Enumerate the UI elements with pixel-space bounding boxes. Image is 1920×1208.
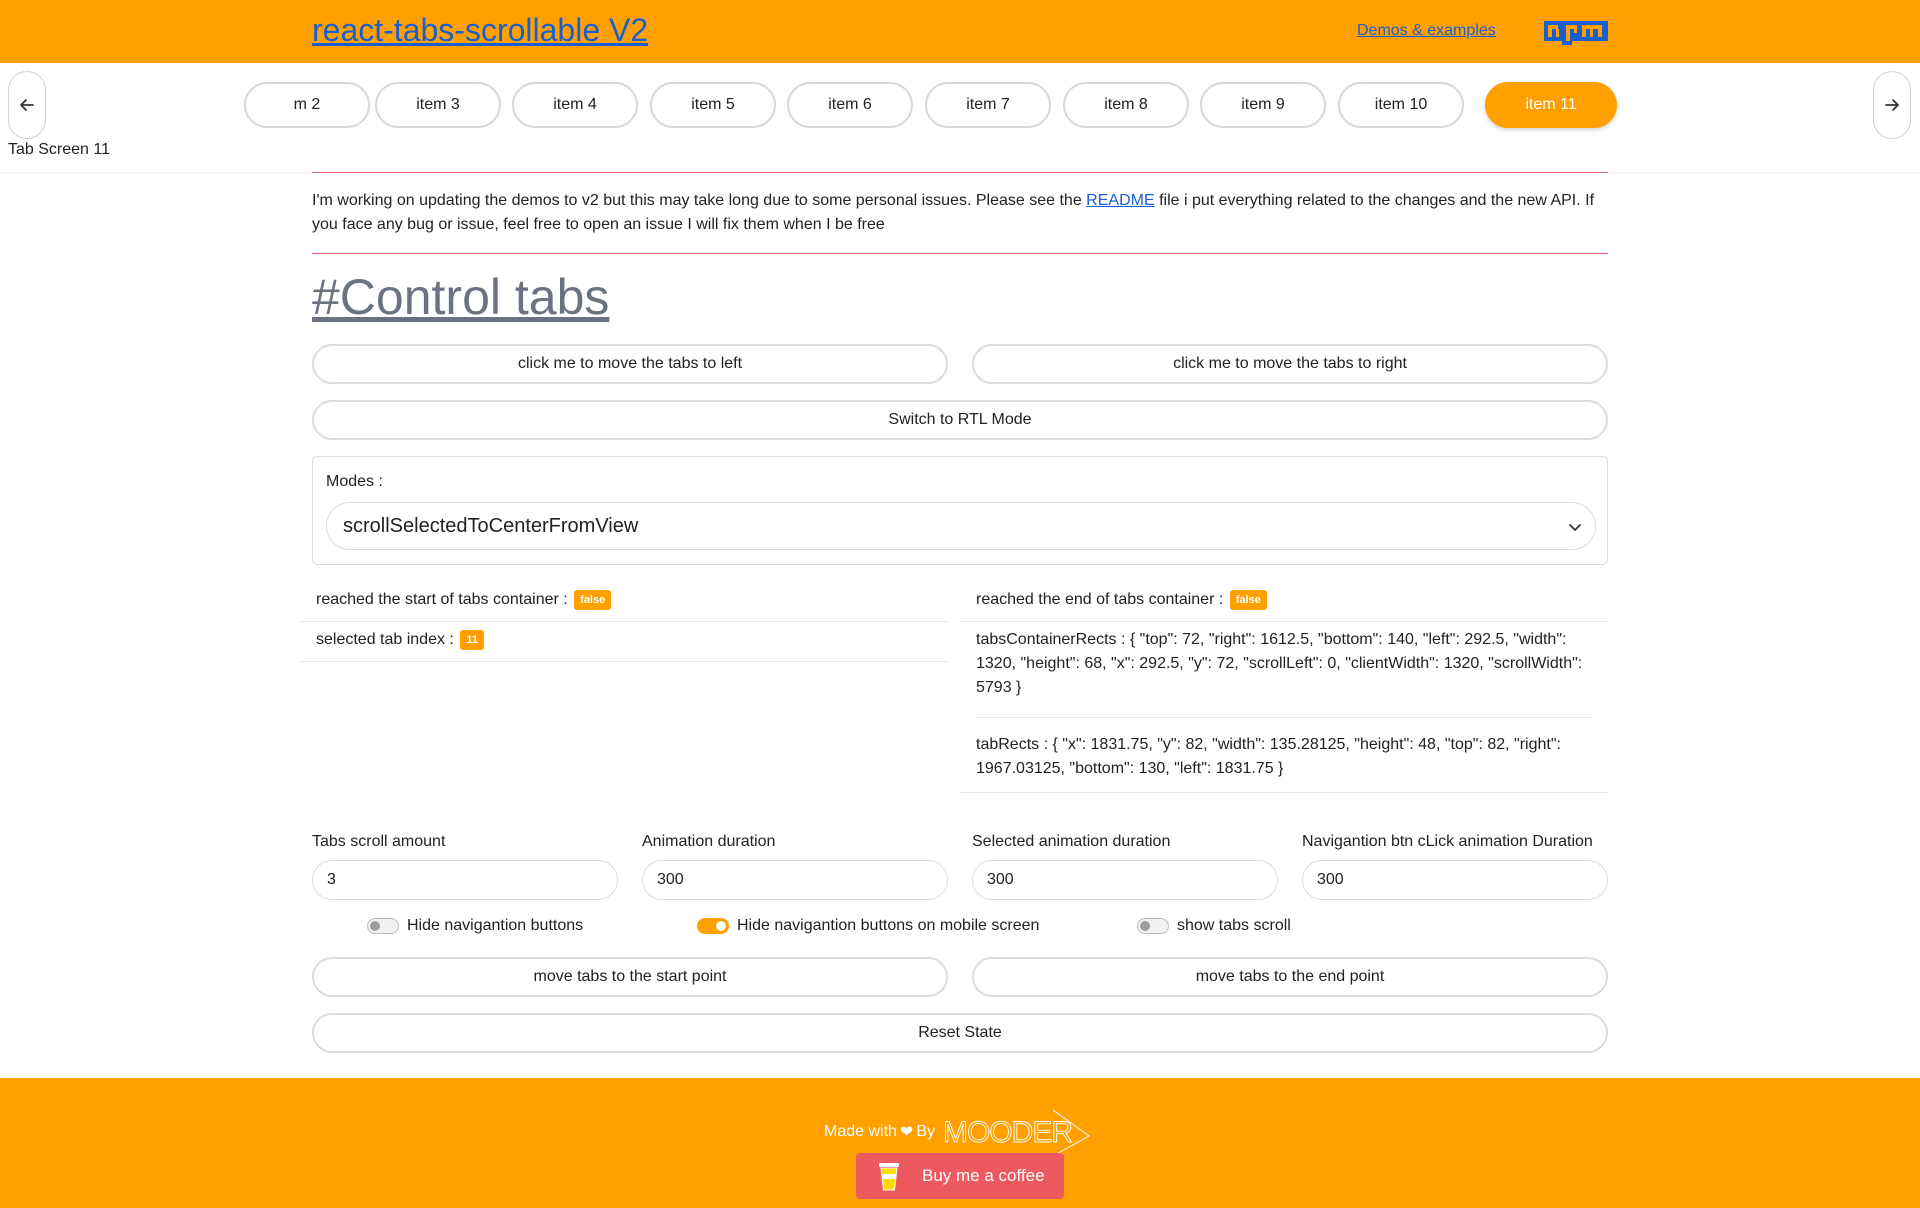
notice-banner: [312, 172, 1608, 254]
tab-rects: tabRects : { "x": 1831.75, "y": 82, "width": 135.28125, "height": 48, "top": 82, "right": 1967.03125, "bottom": 130, "left": 1831.75 }: [960, 733, 1608, 793]
tabs-container: [293, 82, 1620, 132]
tab-item-8[interactable]: item 8: [1063, 82, 1189, 128]
hide-nav-mobile-switch[interactable]: [697, 918, 729, 934]
tab-item-7[interactable]: item 7: [925, 82, 1051, 128]
tabs-next-button[interactable]: [1873, 71, 1911, 139]
nav-animation-label: Navigantion btn cLick animation Duration: [1302, 833, 1593, 850]
hide-nav-mobile-label: Hide navigantion buttons on mobile screen: [737, 917, 1040, 934]
reset-state-button[interactable]: Reset State: [312, 1013, 1608, 1053]
coffee-cup-icon: [876, 1160, 902, 1192]
readme-link[interactable]: README: [1086, 192, 1155, 209]
move-left-button[interactable]: click me to move the tabs to left: [312, 344, 948, 384]
arrow-left-icon: [17, 95, 37, 115]
notice-text-after: file i put everything related to the changes and the new API. If you face any bug or issue, feel free to open an issue I will fix them when I be free: [312, 192, 1595, 233]
hide-nav-mobile-toggle[interactable]: [697, 917, 1039, 935]
tab-item-4[interactable]: item 4: [512, 82, 638, 128]
hide-nav-toggle[interactable]: [367, 917, 583, 935]
tabs-prev-button[interactable]: [8, 71, 46, 139]
chevron-down-icon: [1567, 519, 1583, 535]
modes-group: [312, 456, 1608, 565]
arrow-right-icon: [1882, 95, 1902, 115]
site-header: [0, 0, 1920, 63]
hide-nav-switch[interactable]: [367, 918, 399, 934]
buy-coffee-button[interactable]: [856, 1153, 1064, 1199]
selected-index: [300, 626, 948, 662]
heart-icon: ❤: [899, 1124, 914, 1141]
animation-duration-input[interactable]: 300: [642, 860, 948, 900]
hide-nav-label: Hide navigantion buttons: [407, 917, 584, 934]
show-scroll-switch[interactable]: [1137, 918, 1169, 934]
tab-item-5[interactable]: item 5: [650, 82, 776, 128]
start-status-label: reached the start of tabs container :: [316, 591, 568, 608]
notice-text-before: I'm working on updating the demos to v2 but this may take long due to some personal issues. Please see the: [312, 192, 1087, 209]
start-status-badge: false: [574, 590, 611, 610]
modes-selected-value: scrollSelectedToCenterFromView: [343, 514, 639, 537]
selected-index-label: selected tab index :: [316, 631, 454, 648]
selected-animation-label: Selected animation duration: [972, 833, 1171, 850]
container-rects: tabsContainerRects : { "top": 72, "right": 1612.5, "bottom": 140, "left": 292.5, "width": 1320, "height": 68, "x": 292.5, "y": 72, "scrollLeft": 0, "clientWidth": 1320, "scrollWidth": 5793 }: [976, 628, 1592, 718]
move-right-button[interactable]: click me to move the tabs to right: [972, 344, 1608, 384]
show-scroll-label: show tabs scroll: [1177, 917, 1291, 934]
mooder-logo-icon[interactable]: [941, 1106, 1093, 1158]
scroll-amount-input[interactable]: 3: [312, 860, 618, 900]
move-start-button[interactable]: move tabs to the start point: [312, 957, 948, 997]
tabs-bar: [0, 63, 1920, 173]
rtl-mode-button[interactable]: Switch to RTL Mode: [312, 400, 1608, 440]
demos-link[interactable]: Demos & examples: [1357, 22, 1496, 39]
tab-item-3[interactable]: item 3: [375, 82, 501, 128]
tab-item-11[interactable]: item 11: [1485, 82, 1617, 128]
by-text: By: [916, 1123, 935, 1140]
npm-logo-icon[interactable]: [1544, 21, 1608, 45]
selected-index-badge: 11: [460, 630, 484, 650]
end-status: [960, 586, 1608, 622]
tab-item-9[interactable]: item 9: [1200, 82, 1326, 128]
tab-screen-label: Tab Screen 11: [8, 141, 110, 158]
move-end-button[interactable]: move tabs to the end point: [972, 957, 1608, 997]
start-status: [300, 586, 948, 622]
modes-select[interactable]: [326, 502, 1596, 550]
made-with-text: Made with: [824, 1123, 897, 1140]
tab-item-6[interactable]: item 6: [787, 82, 913, 128]
modes-label: Modes :: [326, 473, 383, 490]
nav-animation-input[interactable]: 300: [1302, 860, 1608, 900]
tab-item-2[interactable]: m 2: [244, 82, 370, 128]
animation-duration-label: Animation duration: [642, 833, 776, 850]
tab-item-10[interactable]: item 10: [1338, 82, 1464, 128]
scroll-amount-label: Tabs scroll amount: [312, 833, 446, 850]
show-scroll-toggle[interactable]: [1137, 917, 1291, 935]
made-with: [824, 1106, 1093, 1158]
end-status-badge: false: [1230, 590, 1267, 610]
buy-coffee-label: Buy me a coffee: [922, 1166, 1045, 1185]
site-footer: [0, 1078, 1920, 1208]
section-title[interactable]: #Control tabs: [312, 269, 610, 325]
selected-animation-input[interactable]: 300: [972, 860, 1278, 900]
end-status-label: reached the end of tabs container :: [976, 591, 1224, 608]
mooder-logo-text: MOODER: [943, 1116, 1072, 1149]
brand-link[interactable]: react-tabs-scrollable V2: [312, 12, 649, 48]
